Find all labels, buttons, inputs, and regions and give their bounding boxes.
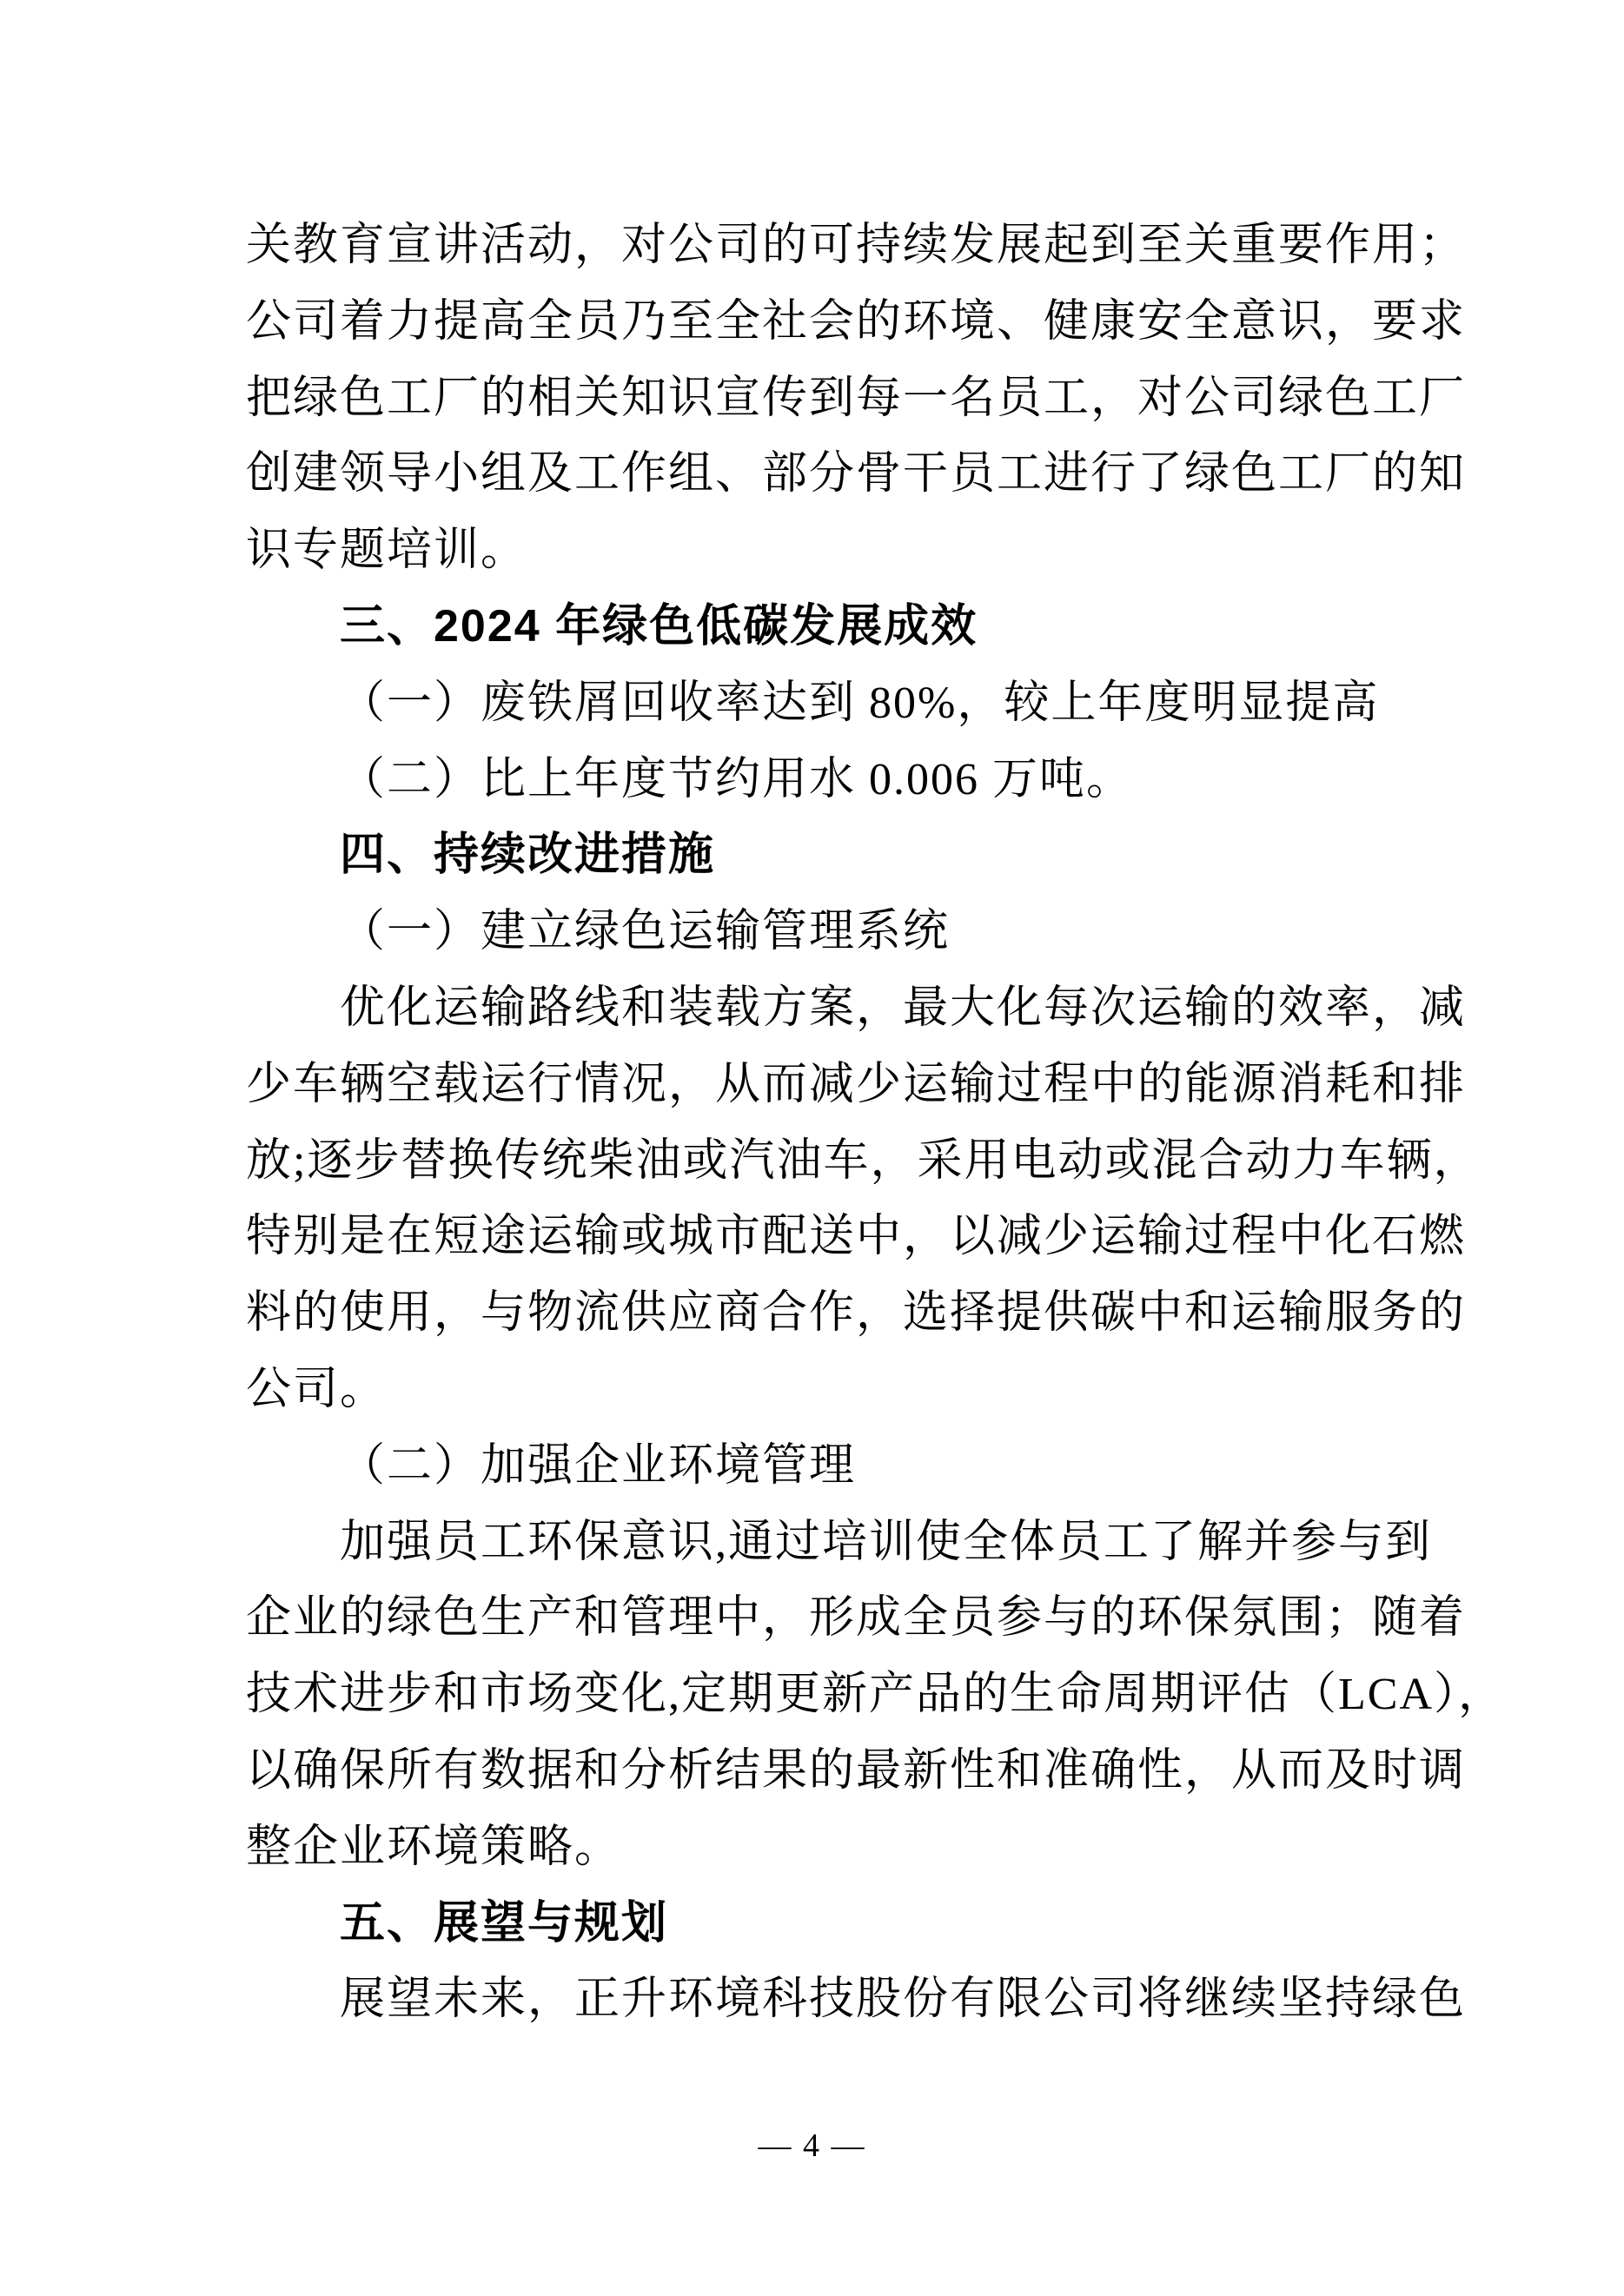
paragraph-first-line: 展望未来，正升环境科技股份有限公司将继续坚持绿色 [340,1975,1467,2025]
paragraph-line: 创建领导小组及工作组、部分骨干员工进行了绿色工厂的知 [246,449,1467,500]
paragraph-line: 把绿色工厂的相关知识宣传到每一名员工，对公司绿色工厂 [246,373,1467,423]
paragraph-first-line: 优化运输路线和装载方案，最大化每次运输的效率，减 [340,983,1467,1033]
sub-section-heading: （二）加强企业环境管理 [340,1440,857,1491]
section-heading: 四、持续改进措施 [340,830,716,881]
paragraph-line: 企业的绿色生产和管理中，形成全员参与的环保氛围；随着 [246,1593,1467,1644]
paragraph-first-line: （二）比上年度节约用水 0.006 万吨。 [340,754,1134,804]
sub-section-heading: （一）建立绿色运输管理系统 [340,907,951,957]
paragraph-line: 以确保所有数据和分析结果的最新性和准确性，从而及时调 [246,1745,1467,1796]
paragraph-line: 公司着力提高全员乃至全社会的环境、健康安全意识，要求 [246,296,1467,347]
paragraph-line: 公司。 [246,1364,388,1414]
paragraph-line: 放;逐步替换传统柴油或汽油车，采用电动或混合动力车辆， [246,1135,1481,1186]
paragraph-first-line: （一）废铁屑回收率达到 80%，较上年度明显提高 [340,678,1380,728]
paragraph-line: 特别是在短途运输或城市配送中，以减少运输过程中化石燃 [246,1212,1467,1262]
paragraph-line: 少车辆空载运行情况，从而减少运输过程中的能源消耗和排 [246,1059,1467,1109]
paragraph-line: 识专题培训。 [246,526,528,576]
document-body [246,208,1506,2038]
paragraph-line: 整企业环境策略。 [246,1822,622,1872]
section-heading: 五、展望与规划 [340,1897,669,1949]
paragraph-line: 技术进步和市场变化,定期更新产品的生命周期评估（LCA）， [246,1670,1506,1720]
paragraph-line: 料的使用，与物流供应商合作，选择提供碳中和运输服务的 [246,1288,1467,1339]
paragraph-line: 关教育宣讲活动，对公司的可持续发展起到至关重要作用； [246,221,1467,270]
paragraph-first-line: 加强员工环保意识,通过培训使全体员工了解并参与到 [340,1517,1433,1567]
section-heading: 三、2024 年绿色低碳发展成效 [340,600,978,652]
page-number: — 4 — [758,2127,866,2164]
